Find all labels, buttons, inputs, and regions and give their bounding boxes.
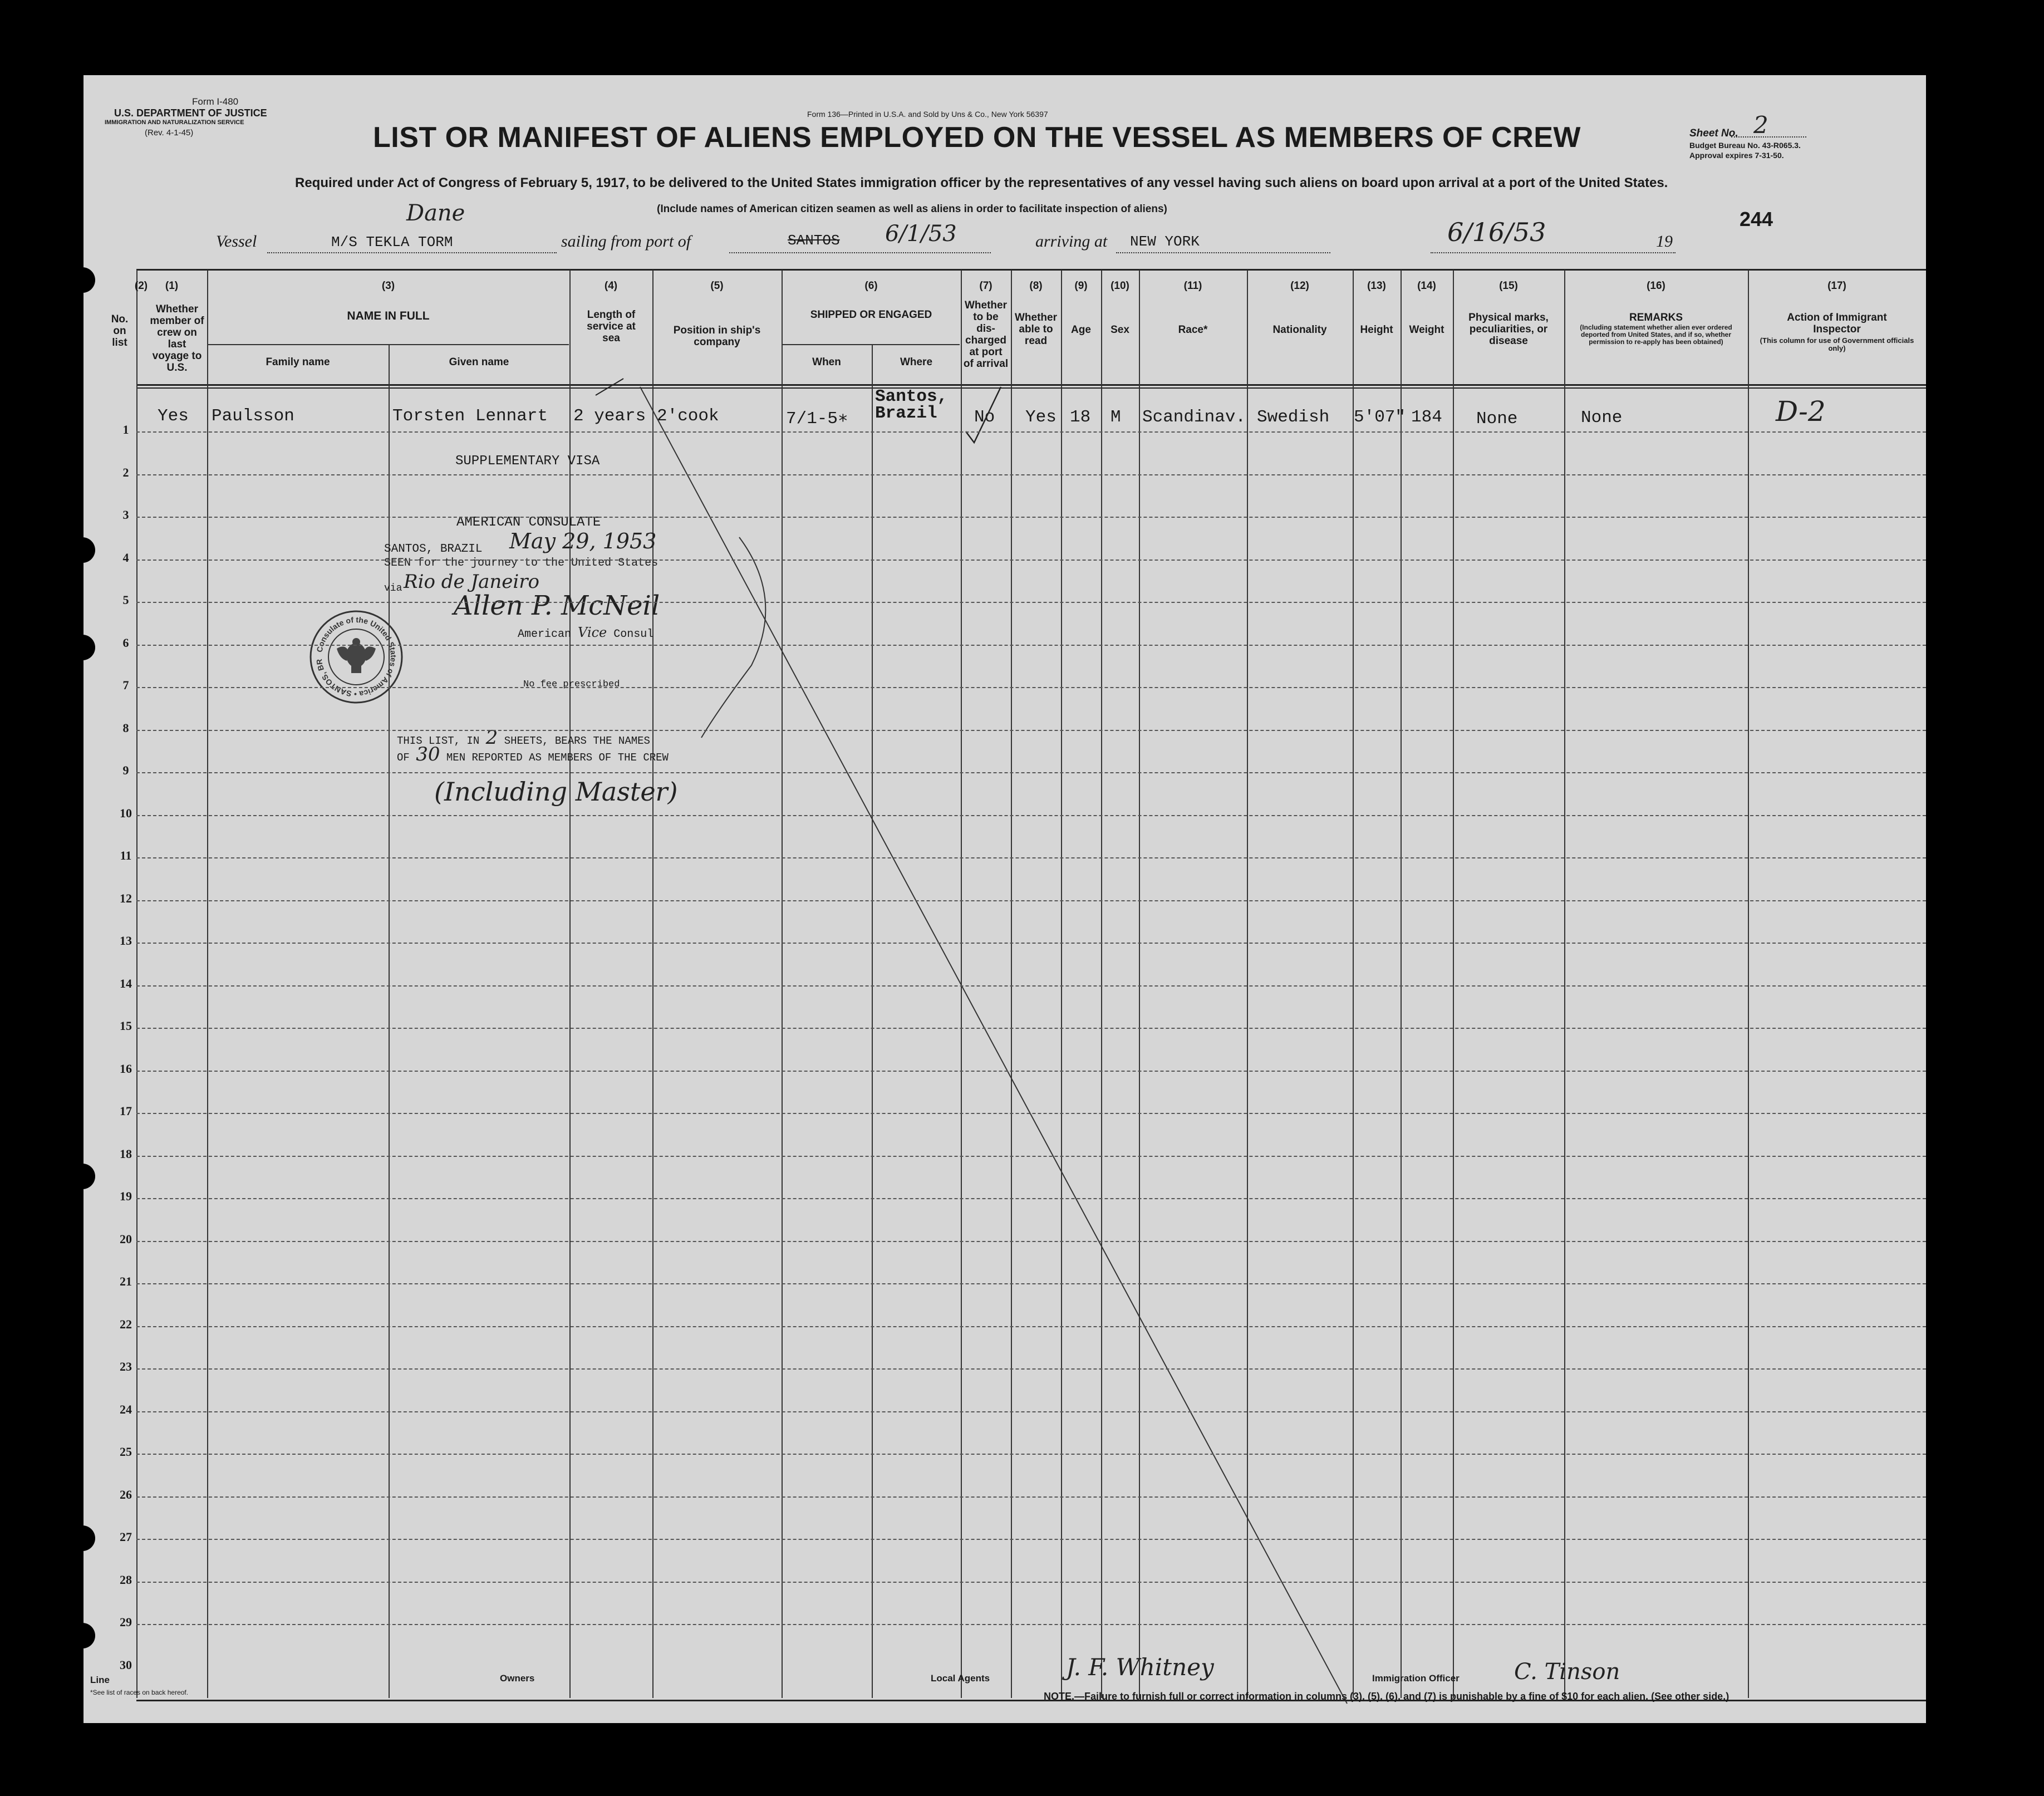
col-header-inspector-note: (This column for use of Government officials only)	[1760, 336, 1914, 352]
cell-when: 7/1-5∗	[786, 409, 848, 429]
annotation-strokes	[83, 75, 1926, 1723]
row-line	[136, 687, 1926, 688]
cell-age: 18	[1070, 408, 1091, 427]
cell-weight: 184	[1411, 408, 1442, 427]
column-number: (1)	[165, 280, 179, 292]
col-header-position: Position in ship's company	[673, 325, 761, 348]
line-number: 29	[120, 1615, 132, 1629]
cell-last-voyage: Yes	[158, 406, 189, 426]
line-number: 2	[122, 465, 129, 479]
col-header-shipped: SHIPPED OR ENGAGED	[810, 309, 932, 321]
sailing-date: 6/1/53	[885, 221, 957, 247]
stamp-date: May 29, 1953	[509, 529, 657, 553]
manifest-sheet	[83, 75, 1926, 1723]
col-header-physical-marks: Physical marks, peculiarities, or disease	[1468, 312, 1549, 347]
line-number: 11	[120, 848, 132, 862]
row-line	[136, 1113, 1926, 1114]
row-line	[136, 985, 1926, 987]
cell-remarks: None	[1581, 408, 1623, 428]
fee-note: No fee prescribed	[523, 679, 620, 690]
line-number: 22	[120, 1317, 132, 1331]
list-note-line2: OF 30 MEN REPORTED AS MEMBERS OF THE CREW	[397, 743, 669, 765]
arrival-date: 6/16/53	[1447, 217, 1546, 247]
cell-where-2: Brazil	[875, 404, 937, 423]
sailing-label: sailing from port of	[561, 232, 691, 251]
row-line	[136, 1624, 1926, 1625]
column-number: (17)	[1827, 280, 1846, 292]
cell-family-name: Paulsson	[212, 406, 294, 426]
row-line	[136, 772, 1926, 773]
stamp-seen: SEEN for the journey to the United States	[384, 557, 659, 570]
cell-given-name: Torsten Lennart	[392, 406, 548, 426]
col-header-weight: Weight	[1409, 324, 1444, 336]
races-note: *See list of races on back hereof.	[90, 1689, 189, 1696]
column-number: (5)	[710, 280, 724, 292]
printer-line: Form 136—Printed in U.S.A. and Sold by Uns & Co., New York 56397	[807, 110, 1048, 119]
row-line	[136, 1539, 1926, 1540]
line-number: 4	[122, 550, 129, 565]
vessel-annotation: Dane	[406, 200, 465, 226]
column-number: (12)	[1290, 280, 1309, 292]
line-number: 14	[120, 976, 132, 990]
penalty-note: NOTE.—Failure to furnish full or correct information in columns (3), (5), (6), and (7) is punishable by a fine of $10 for each alien. (See other side.)	[1044, 1691, 1729, 1702]
vessel-name: M/S TEKLA TORM	[331, 234, 453, 251]
line-number: 12	[120, 891, 132, 905]
year-label: 19	[1656, 232, 1673, 251]
owners-label: Owners	[500, 1673, 535, 1684]
column-number: (15)	[1499, 280, 1518, 292]
col-header-no: No. on list	[111, 313, 129, 349]
column-number: (14)	[1417, 280, 1436, 292]
stamp-place: SANTOS, BRAZIL	[384, 543, 483, 556]
cell-height: 5'07"	[1354, 408, 1406, 427]
supplementary-visa: SUPPLEMENTARY VISA	[455, 454, 600, 469]
cell-where-1: Santos,	[875, 387, 948, 406]
row-line	[136, 1582, 1926, 1583]
row-line	[136, 1411, 1926, 1412]
column-number: (8)	[1029, 280, 1043, 292]
line-number: 9	[122, 763, 129, 777]
column-number: (4)	[604, 280, 618, 292]
agent-signature: J. F. Whitney	[1066, 1653, 1214, 1681]
col-header-family-name: Family name	[266, 356, 330, 368]
column-number: (11)	[1183, 280, 1202, 292]
required-line: Required under Act of Congress of February 5, 1917, to be delivered to the United States immigration officer by the representatives of any vessel having such aliens on board upon arrival at a port of the United States.	[295, 175, 1668, 190]
row-line	[136, 431, 1926, 433]
line-number: 10	[120, 806, 132, 820]
cell-length-service: 2 years	[573, 406, 646, 426]
col-header-given-name: Given name	[449, 356, 509, 368]
col-header-discharged: Whether to be dis-charged at port of arrival	[963, 300, 1009, 370]
row-line	[136, 1496, 1926, 1498]
column-number: (16)	[1647, 280, 1665, 292]
col-header-nationality: Nationality	[1272, 324, 1327, 336]
officer-signature: C. Tinson	[1514, 1659, 1620, 1685]
line-number: 20	[120, 1231, 132, 1246]
row-line	[136, 645, 1926, 646]
col-header-inspector: Action of Immigrant Inspector	[1787, 312, 1887, 335]
row-line	[136, 857, 1926, 858]
col-header-read: Whether able to read	[1015, 312, 1057, 347]
row-line	[136, 1326, 1926, 1327]
row-line	[136, 1454, 1926, 1455]
line-label: Line	[90, 1675, 110, 1685]
line-number: 27	[120, 1530, 132, 1544]
row-line	[136, 815, 1926, 816]
line-number: 24	[120, 1402, 132, 1416]
column-number: (2)	[134, 280, 148, 292]
line-number: 1	[122, 423, 129, 436]
vessel-label: Vessel	[216, 232, 257, 251]
col-header-last-voyage: Whether member of crew on last voyage to U.S.	[150, 303, 204, 374]
col-header-age: Age	[1071, 324, 1091, 336]
row-line	[136, 943, 1926, 944]
col-header-race: Race*	[1178, 324, 1208, 336]
col-header-remarks-note: (Including statement whether alien ever ordered deported from United States, and if so, whether permission to re-apply has been obtained)	[1580, 323, 1732, 346]
row-line	[136, 730, 1926, 731]
col-header-when: When	[812, 356, 841, 368]
line-number: 8	[122, 720, 129, 735]
service: IMMIGRATION AND NATURALIZATION SERVICE	[105, 119, 244, 126]
row-line	[136, 1198, 1926, 1199]
col-header-where: Where	[900, 356, 933, 368]
line-number: 5	[122, 593, 129, 607]
row-line	[136, 900, 1926, 901]
sheet-number: 2	[1753, 111, 1768, 139]
cell-race: Scandinav.	[1142, 408, 1246, 427]
approval-expires: Approval expires 7-31-50.	[1689, 151, 1784, 160]
officer-label: Immigration Officer	[1372, 1673, 1460, 1684]
row-line	[136, 517, 1926, 518]
line-number: 17	[120, 1104, 132, 1118]
cell-nationality: Swedish	[1257, 408, 1330, 427]
form-id: Form I-480	[192, 96, 239, 107]
line-number: 13	[120, 934, 132, 948]
stamp-via: via	[384, 583, 402, 594]
column-number: (9)	[1074, 280, 1088, 292]
column-number: (3)	[381, 280, 395, 292]
column-number: (13)	[1367, 280, 1386, 292]
col-header-name: NAME IN FULL	[347, 310, 430, 322]
row-line	[136, 1368, 1926, 1370]
agents-label: Local Agents	[931, 1673, 990, 1684]
line-number: 7	[122, 678, 129, 692]
line-number: 19	[120, 1189, 132, 1203]
col-header-remarks: REMARKS	[1629, 312, 1683, 323]
cell-sex: M	[1111, 408, 1121, 427]
row-line	[136, 1283, 1926, 1284]
svg-text:Consulate of the United States: Consulate of the United States of America • SANTOS, BR	[314, 615, 399, 699]
col-header-height: Height	[1360, 324, 1393, 336]
line-number: 28	[120, 1572, 132, 1587]
col-header-sex: Sex	[1111, 324, 1129, 336]
arriving-label: arriving at	[1035, 232, 1108, 251]
line-number: 25	[120, 1445, 132, 1459]
cell-discharged: No	[974, 408, 995, 427]
arriving-port: NEW YORK	[1130, 233, 1200, 250]
row-line	[136, 474, 1926, 475]
col-header-length-service: Length of service at sea	[587, 309, 636, 344]
column-number: (7)	[979, 280, 992, 292]
including-master: (Including Master)	[434, 777, 678, 807]
sheet-label: Sheet No.	[1689, 127, 1738, 139]
consul-role: American Vice Consul	[518, 625, 654, 641]
list-note-line1: THIS LIST, IN 2 SHEETS, BEARS THE NAMES	[397, 727, 650, 749]
row-line	[136, 1156, 1926, 1157]
cell-read: Yes	[1025, 408, 1057, 427]
department: U.S. DEPARTMENT OF JUSTICE	[114, 107, 267, 119]
manifest-number: 244	[1740, 208, 1773, 230]
line-number: 18	[120, 1146, 132, 1161]
form-title: LIST OR MANIFEST OF ALIENS EMPLOYED ON THE VESSEL AS MEMBERS OF CREW	[373, 121, 1581, 154]
column-number: (10)	[1111, 280, 1129, 292]
sailing-port: SANTOS	[788, 232, 840, 249]
line-number: 26	[120, 1487, 132, 1501]
row-line	[136, 1071, 1926, 1072]
include-line: (Include names of American citizen seamen as well as aliens in order to facilitate inspection of aliens)	[657, 203, 1167, 215]
line-number: 21	[120, 1274, 132, 1288]
row-line	[136, 1241, 1926, 1242]
stamp-via-place: Rio de Janeiro	[404, 571, 539, 593]
budget-bureau: Budget Bureau No. 43-R065.3.	[1689, 141, 1801, 150]
cell-position: 2'cook	[657, 406, 719, 426]
row-line	[136, 602, 1926, 603]
line-number: 3	[122, 508, 129, 522]
cell-inspector: D-2	[1776, 395, 1826, 428]
line-number: 16	[120, 1061, 132, 1076]
row-line	[136, 1028, 1926, 1029]
line-number: 6	[122, 635, 129, 650]
column-number: (6)	[864, 280, 878, 292]
revision: (Rev. 4-1-45)	[145, 128, 194, 138]
line-number: 23	[120, 1360, 132, 1373]
consul-signature: Allen P. McNeil	[454, 590, 660, 621]
row-line	[136, 560, 1926, 561]
line-number: 15	[120, 1019, 132, 1033]
cell-marks: None	[1476, 409, 1518, 429]
consulate-title: AMERICAN CONSULATE	[456, 515, 601, 530]
line-number: 30	[120, 1657, 132, 1672]
